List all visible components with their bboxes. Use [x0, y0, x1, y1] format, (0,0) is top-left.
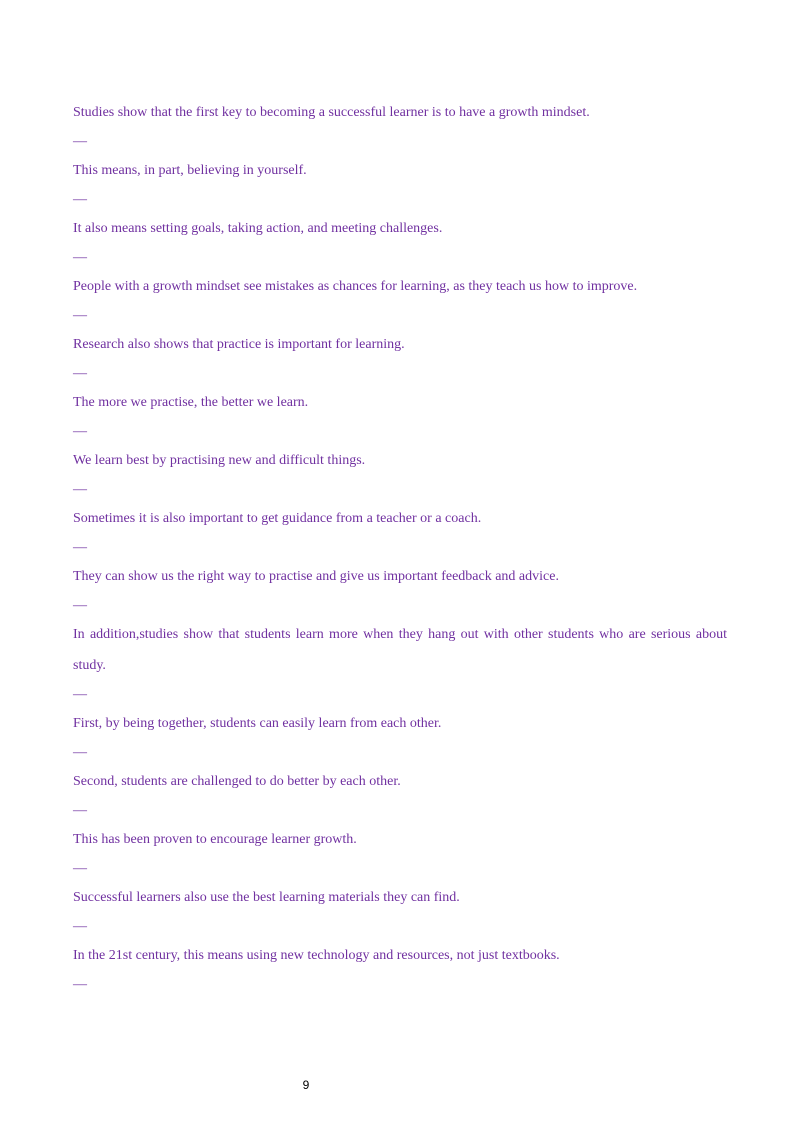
- paragraph-9: They can show us the right way to practise and give us important feedback and advice.: [73, 569, 559, 584]
- separator-14: —: [73, 919, 87, 934]
- paragraph-3: It also means setting goals, taking action, and meeting challenges.: [73, 221, 443, 236]
- separator-4: —: [73, 308, 87, 323]
- paragraph-6: The more we practise, the better we learn.: [73, 395, 309, 410]
- paragraph-10: In addition,studies show that students learn more when they hang out with other students who are serious about study.: [73, 627, 727, 673]
- paragraph-11: First, by being together, students can easily learn from each other.: [73, 716, 442, 731]
- separator-2: —: [73, 192, 87, 207]
- paragraph-8: Sometimes it is also important to get guidance from a teacher or a coach.: [73, 511, 482, 526]
- separator-8: —: [73, 540, 87, 555]
- document-body: [73, 97, 727, 998]
- separator-10: —: [73, 687, 87, 702]
- separator-7: —: [73, 482, 87, 497]
- page-number: 9: [302, 1078, 310, 1092]
- paragraph-14: Successful learners also use the best learning materials they can find.: [73, 890, 460, 905]
- paragraph-15: In the 21st century, this means using new technology and resources, not just textbooks.: [73, 948, 560, 963]
- separator-9: —: [73, 598, 87, 613]
- paragraph-13: This has been proven to encourage learner growth.: [73, 832, 357, 847]
- paragraph-5: Research also shows that practice is important for learning.: [73, 337, 405, 352]
- paragraph-1: Studies show that the first key to becoming a successful learner is to have a growth mindset.: [73, 105, 590, 120]
- separator-3: —: [73, 250, 87, 265]
- separator-1: —: [73, 134, 87, 149]
- separator-6: —: [73, 424, 87, 439]
- separator-15: —: [73, 977, 87, 992]
- separator-13: —: [73, 861, 87, 876]
- paragraph-4: People with a growth mindset see mistakes as chances for learning, as they teach us how to improve.: [73, 279, 638, 294]
- separator-11: —: [73, 745, 87, 760]
- paragraph-12: Second, students are challenged to do better by each other.: [73, 774, 401, 789]
- paragraph-7: We learn best by practising new and difficult things.: [73, 453, 366, 468]
- separator-5: —: [73, 366, 87, 381]
- separator-12: —: [73, 803, 87, 818]
- paragraph-2: This means, in part, believing in yourself.: [73, 163, 307, 178]
